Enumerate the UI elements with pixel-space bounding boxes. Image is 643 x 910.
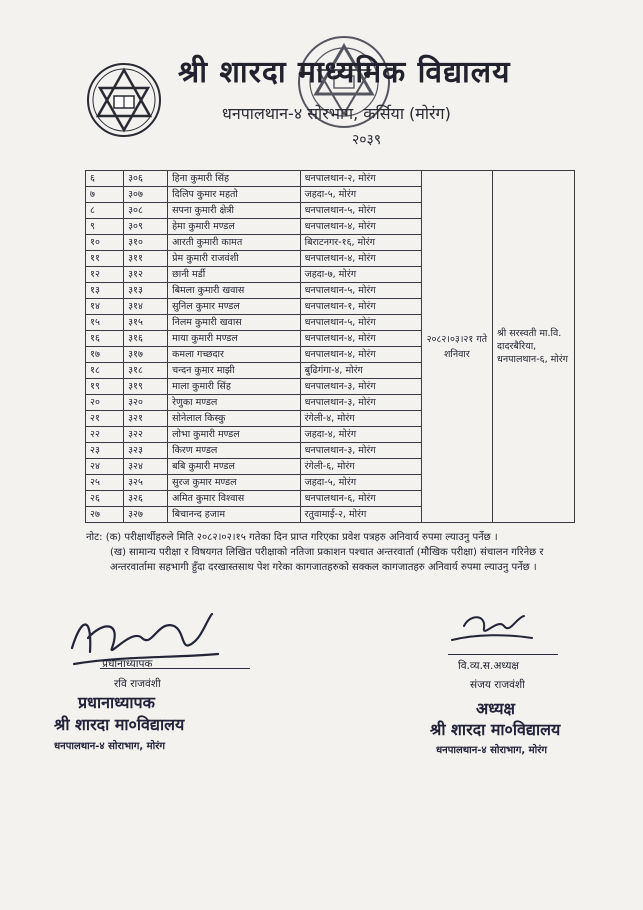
exam-center-cell: श्री सरस्वती मा.वि. दादरबैरिया, धनपालथान-६, मोरंग: [492, 171, 574, 523]
roll-number-cell: ३२२: [124, 427, 168, 443]
chairperson-signature-icon: [446, 604, 536, 654]
roll-number-cell: ३२३: [124, 443, 168, 459]
candidate-name-cell: छानी मर्डी: [168, 267, 301, 283]
serial-number-cell: ६: [86, 171, 124, 187]
candidate-address-cell: धनपालथान-३, मोरंग: [300, 443, 421, 459]
serial-number-cell: ९: [86, 219, 124, 235]
candidate-address-cell: जहदा-४, मोरंग: [300, 427, 421, 443]
candidate-address-cell: धनपालथान-४, मोरंग: [300, 347, 421, 363]
serial-number-cell: २६: [86, 491, 124, 507]
candidate-address-cell: जहदा-७, मोरंग: [300, 267, 421, 283]
candidate-name-cell: अमित कुमार विश्वास: [168, 491, 301, 507]
roll-number-cell: ३१७: [124, 347, 168, 363]
serial-number-cell: २४: [86, 459, 124, 475]
candidate-address-cell: धनपालथान-६, मोरंग: [300, 491, 421, 507]
roll-number-cell: ३२५: [124, 475, 168, 491]
serial-number-cell: १७: [86, 347, 124, 363]
candidate-name-cell: रेणुका मण्डल: [168, 395, 301, 411]
serial-number-cell: १६: [86, 331, 124, 347]
serial-number-cell: १३: [86, 283, 124, 299]
serial-number-cell: १५: [86, 315, 124, 331]
candidate-address-cell: धनपालथान-५, मोरंग: [300, 203, 421, 219]
candidate-address-cell: रतुवामाई-२, मोरंग: [300, 507, 421, 523]
principal-stamp-address: धनपालथान-४ सोराभाग, मोरंग: [54, 741, 165, 752]
roll-number-cell: ३०६: [124, 171, 168, 187]
roll-number-cell: ३१३: [124, 283, 168, 299]
roll-number-cell: ३१२: [124, 267, 168, 283]
chairperson-stamp-title: अध्यक्ष: [476, 699, 515, 718]
serial-number-cell: २१: [86, 411, 124, 427]
serial-number-cell: १९: [86, 379, 124, 395]
candidate-name-cell: बिमला कुमारी खवास: [168, 283, 301, 299]
candidate-address-cell: जहदा-५, मोरंग: [300, 187, 421, 203]
roll-number-cell: ३१४: [124, 299, 168, 315]
roll-number-cell: ३२७: [124, 507, 168, 523]
serial-number-cell: २२: [86, 427, 124, 443]
roll-number-cell: ३१९: [124, 379, 168, 395]
candidate-name-cell: माया कुमारी मण्डल: [168, 331, 301, 347]
serial-number-cell: १०: [86, 235, 124, 251]
serial-number-cell: २५: [86, 475, 124, 491]
chairperson-stamp-school: श्री शारदा मा०विद्यालय: [430, 720, 561, 739]
principal-stamp-school: श्री शारदा मा०विद्यालय: [54, 715, 185, 734]
candidate-name-cell: सुनिल कुमार मण्डल: [168, 299, 301, 315]
school-address: धनपालथान-४ सोरभाग, कर्सिया (मोरंग): [222, 104, 451, 123]
table-row: [86, 171, 575, 187]
candidate-name-cell: सुरज कुमार मण्डल: [168, 475, 301, 491]
serial-number-cell: २०: [86, 395, 124, 411]
serial-number-cell: ७: [86, 187, 124, 203]
candidate-address-cell: बुढिगंगा-४, मोरंग: [300, 363, 421, 379]
school-emblem-icon: [86, 62, 162, 138]
serial-number-cell: २३: [86, 443, 124, 459]
serial-number-cell: १४: [86, 299, 124, 315]
candidate-name-cell: चन्दन कुमार माझी: [168, 363, 301, 379]
chairperson-role: वि.व्य.स.अध्यक्ष: [458, 660, 519, 672]
chairperson-stamp-address: धनपालथान-४ सोराभाग, मोरंग: [436, 745, 547, 756]
established-year: २०३९: [352, 132, 382, 148]
candidate-address-cell: धनपालथान-१, मोरंग: [300, 299, 421, 315]
roll-number-cell: ३२६: [124, 491, 168, 507]
candidate-name-cell: बबि कुमारी मण्डल: [168, 459, 301, 475]
candidate-name-cell: हेमा कुमारी मण्डल: [168, 219, 301, 235]
serial-number-cell: १८: [86, 363, 124, 379]
principal-role: प्रधानाध्यापक: [102, 658, 153, 670]
roll-number-cell: ३२१: [124, 411, 168, 427]
candidate-name-cell: सपना कुमारी क्षेत्री: [168, 203, 301, 219]
roll-number-cell: ३१५: [124, 315, 168, 331]
candidate-name-cell: किरण मण्डल: [168, 443, 301, 459]
candidate-address-cell: धनपालथान-३, मोरंग: [300, 379, 421, 395]
exam-date-cell: २०८२।०३।२१ गते शनिवार: [421, 171, 492, 523]
candidate-name-cell: प्रेम कुमारी राजवंशी: [168, 251, 301, 267]
serial-number-cell: ११: [86, 251, 124, 267]
roll-number-cell: ३०९: [124, 219, 168, 235]
candidate-address-cell: धनपालथान-५, मोरंग: [300, 315, 421, 331]
candidate-name-cell: बिचानन्द हजाम: [168, 507, 301, 523]
candidate-name-cell: निलम कुमारी खवास: [168, 315, 301, 331]
chairperson-name: संजय राजवंशी: [470, 679, 525, 691]
roll-number-cell: ३०७: [124, 187, 168, 203]
candidate-address-cell: बिराटनगर-१६, मोरंग: [300, 235, 421, 251]
notes-section: [86, 530, 586, 575]
serial-number-cell: ८: [86, 203, 124, 219]
school-name: श्री शारदा माध्यमिक विद्यालय: [178, 55, 511, 90]
roll-number-cell: ३१०: [124, 235, 168, 251]
roll-number-cell: ३२४: [124, 459, 168, 475]
candidate-address-cell: धनपालथान-३, मोरंग: [300, 395, 421, 411]
principal-stamp-title: प्रधानाध्यापक: [78, 693, 155, 712]
candidate-address-cell: धनपालथान-४, मोरंग: [300, 331, 421, 347]
candidate-table: [85, 170, 575, 523]
candidate-name-cell: लोभा कुमारी मण्डल: [168, 427, 301, 443]
candidate-name-cell: दिलिप कुमार महतो: [168, 187, 301, 203]
candidate-name-cell: हिना कुमारी सिंह: [168, 171, 301, 187]
candidate-address-cell: धनपालथान-५, मोरंग: [300, 283, 421, 299]
serial-number-cell: २७: [86, 507, 124, 523]
roll-number-cell: ३०८: [124, 203, 168, 219]
roll-number-cell: ३१६: [124, 331, 168, 347]
serial-number-cell: १२: [86, 267, 124, 283]
candidate-address-cell: रंगेली-४, मोरंग: [300, 411, 421, 427]
candidate-name-cell: आरती कुमारी कामत: [168, 235, 301, 251]
candidate-address-cell: धनपालथान-४, मोरंग: [300, 251, 421, 267]
candidate-address-cell: रंगेली-६, मोरंग: [300, 459, 421, 475]
candidate-address-cell: धनपालथान-२, मोरंग: [300, 171, 421, 187]
principal-name: रवि राजवंशी: [114, 678, 161, 690]
candidate-address-cell: जहदा-५, मोरंग: [300, 475, 421, 491]
note-b: (ख) सामान्य परीक्षा र विषयगत लिखित परीक्षाको नतिजा प्रकाशन पश्चात अन्तरवार्ता (मौखिक परीक्षा) संचालन गरिनेछ र अन्तरवार्तामा सहभागी हुँदा दरखास्तसाथ पेश गरेका कागजातहरुको सक्कल कागजातहरु अनिवार्य रुपमा ल्याउनु पर्नेछ ।: [110, 547, 544, 573]
candidate-name-cell: माला कुमारी सिंह: [168, 379, 301, 395]
roll-number-cell: ३१८: [124, 363, 168, 379]
chairperson-signature-line: [448, 654, 558, 655]
candidate-address-cell: धनपालथान-४, मोरंग: [300, 219, 421, 235]
roll-number-cell: ३२०: [124, 395, 168, 411]
note-a: नोट: (क) परीक्षार्थीहरुले मिति २०८२।०२।१५ गतेका दिन प्राप्त गरिएका प्रवेश पत्रहरु अनिवार्य रुपमा ल्याउनु पर्नेछ ।: [86, 532, 498, 543]
candidate-name-cell: सोनेलाल किस्कु: [168, 411, 301, 427]
candidate-name-cell: कमला गच्छदार: [168, 347, 301, 363]
roll-number-cell: ३११: [124, 251, 168, 267]
